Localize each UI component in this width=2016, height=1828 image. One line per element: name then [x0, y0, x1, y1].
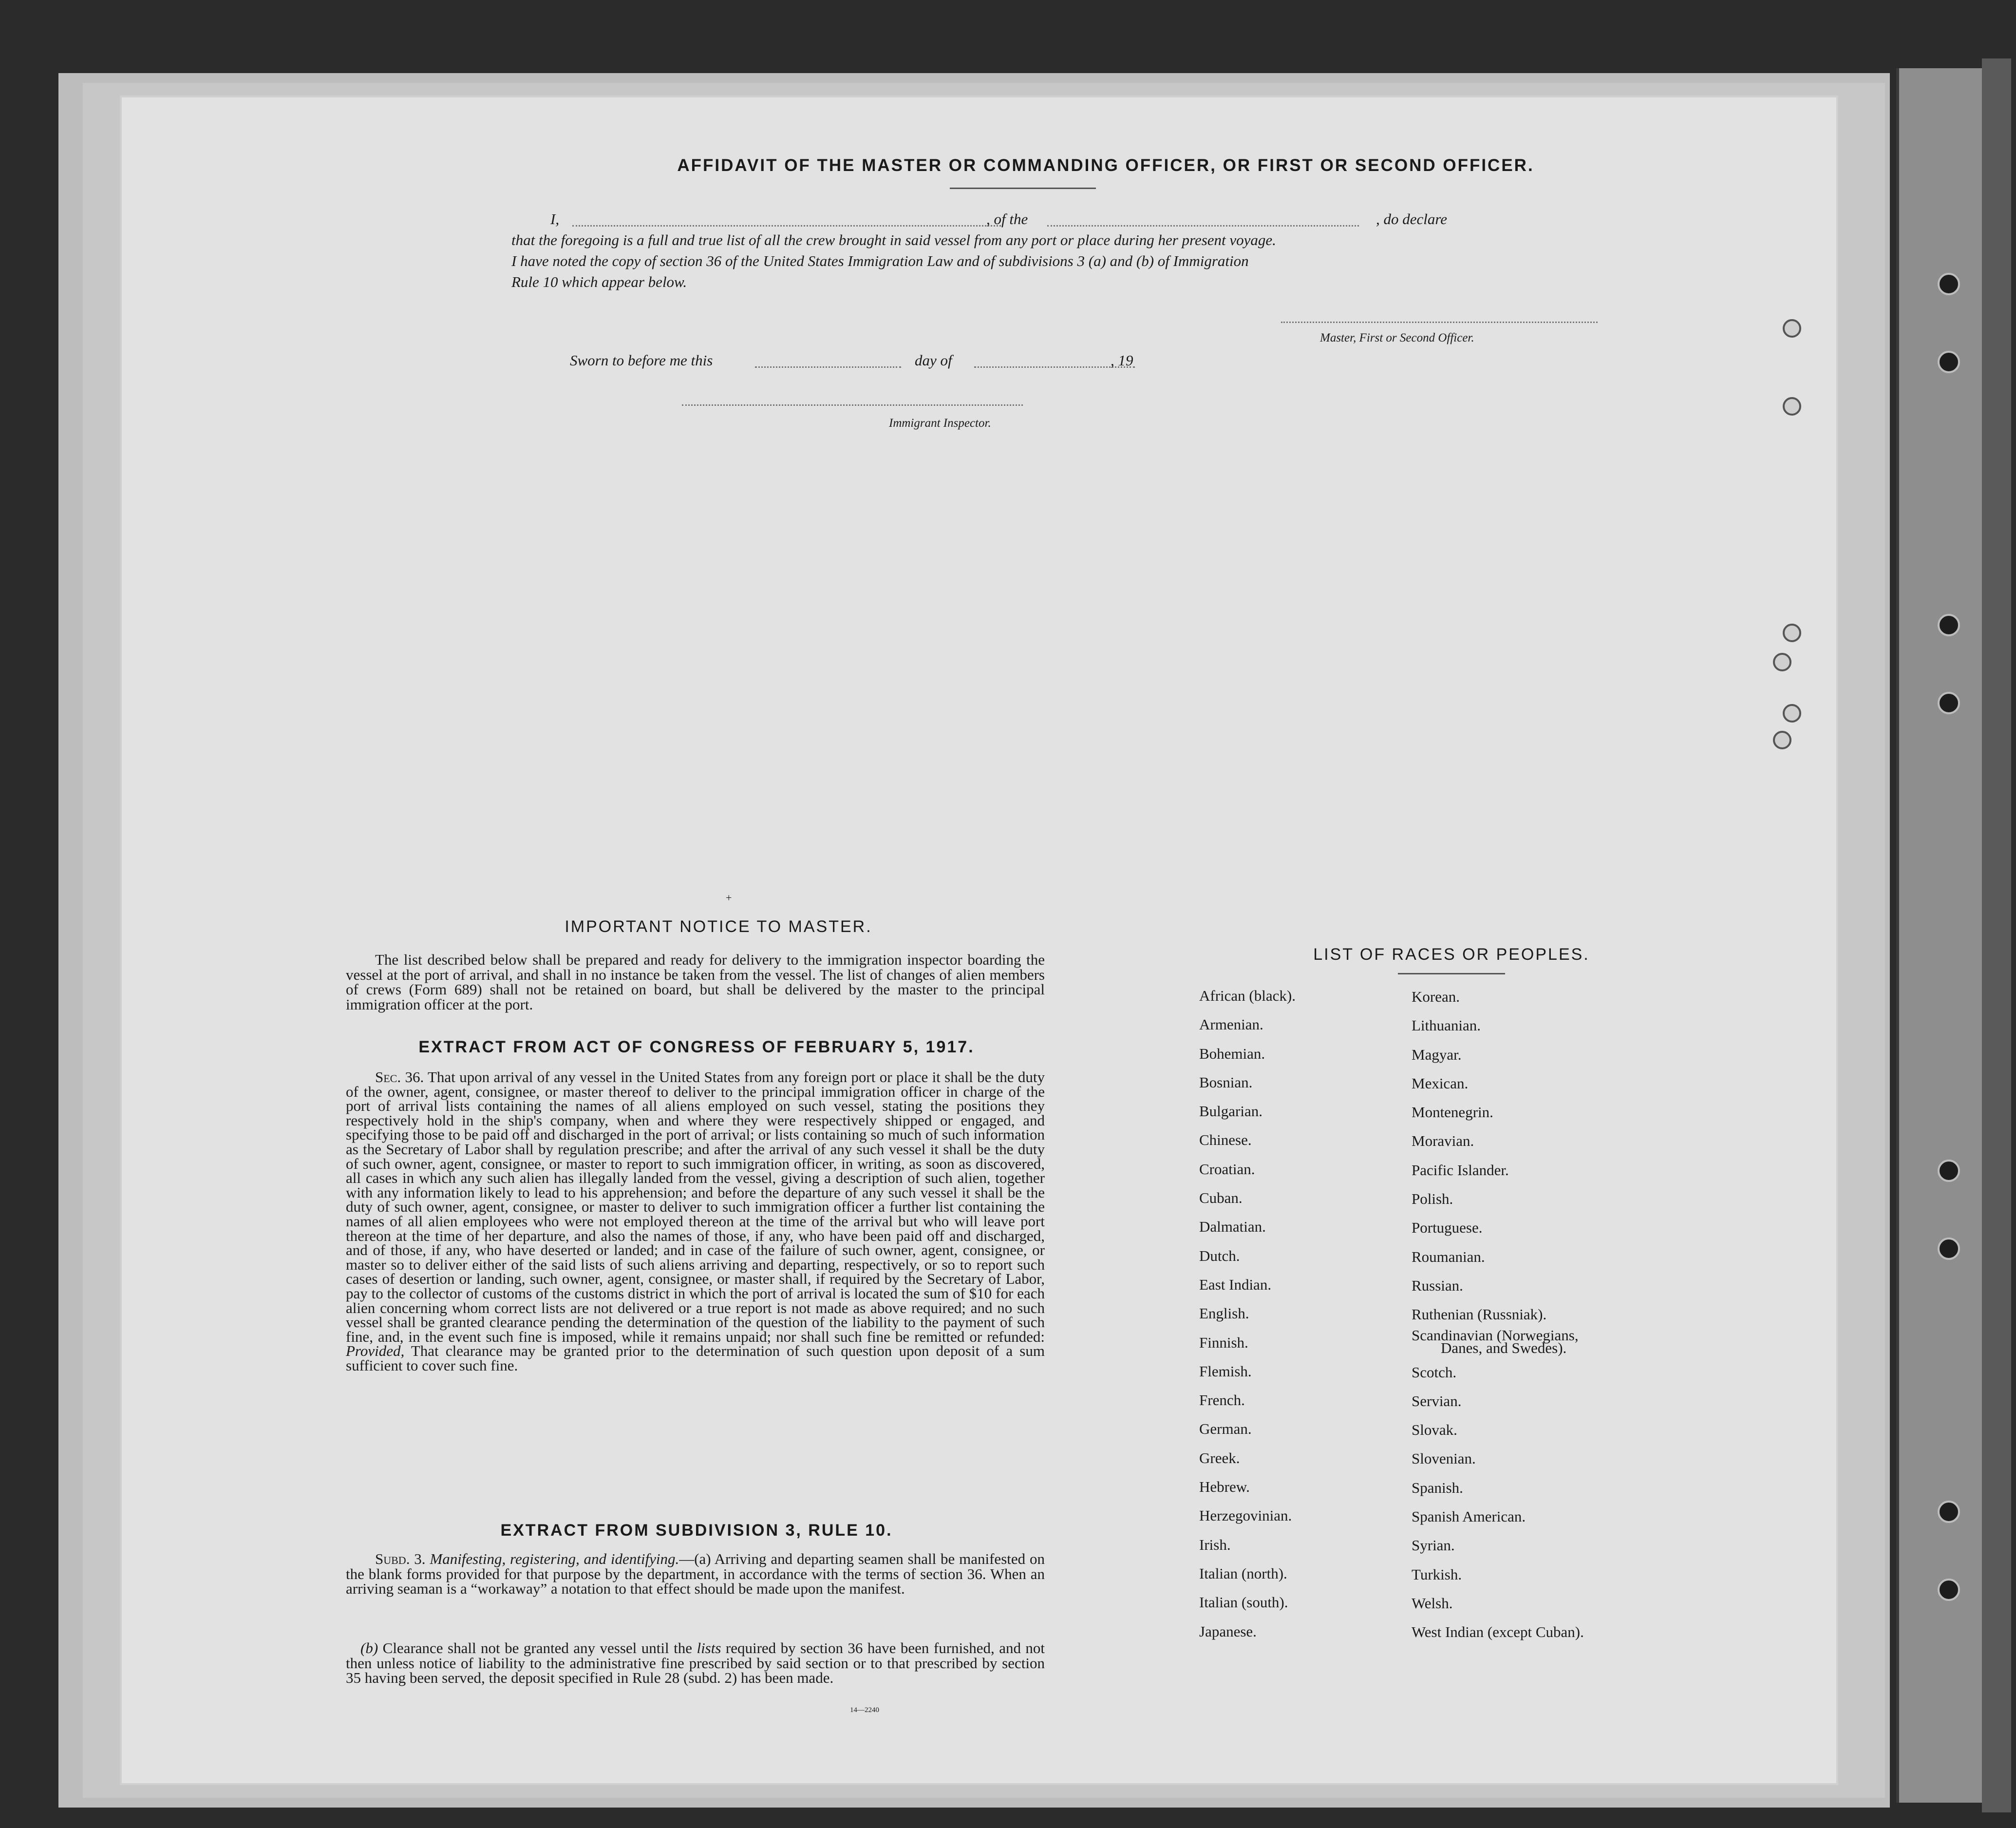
race-item: Lithuanian. [1412, 1017, 1481, 1034]
act-body [346, 1070, 1045, 1372]
punch-hole [1773, 731, 1791, 749]
race-item: Bohemian. [1199, 1045, 1265, 1062]
race-item: Roumanian. [1412, 1248, 1485, 1265]
race-item: Flemish. [1199, 1362, 1252, 1380]
act-section-text: That upon arrival of any vessel in the United States from any foreign port or place it shall be the duty of the owner, agent, consignee, or master thereof to deliver to the principal immigration officer in charge of the port of arrival lists containing the names of all aliens employed on such vessel, stating the positions they respectively hold in the ship's company, when and where they were respectively shipped or engaged, and specifying those to be paid off and discharged in the port of arrival; or lists containing so much of such information as the Secretary of Labor shall by regulation prescribe; and after the arrival of any such vessel it shall be the duty of such owner, agent, consignee, or master to report to such immigration officer, in writing, as soon as discovered, all cases in which any such alien has illegally landed from the vessel, giving a description of such alien, together with any information likely to lead to his apprehension; and before the departure of any such vessel it shall be the duty of such owner, agent, consignee, or master to deliver to such immigration officer a further list containing the names of all alien employees who were not employed thereon at the time of the arrival but who will leave port thereon at the time of her departure, and also the names of those, if any, who have been paid off and discharged, and of those, if any, who have deserted or landed; and in case of the failure of such owner, agent, consignee, or master so to deliver either of the said lists of such aliens arriving and departing, respectively, or so to report such cases of desertion or landing, such owner, agent, consignee, or master shall, if required by the Secretary of Labor, pay to the collector of customs of the customs district in which the port of arrival is located the sum of $10 for each alien concerning whom correct lists are not delivered or a true report is not made as above required; and no such vessel shall be granted clearance pending the determination of the question of the liability to the payment of such fine, and, in the event such fine is imposed, while it remains unpaid; nor shall such fine be remitted or refunded: [346, 1068, 1045, 1345]
race-item: Japanese. [1199, 1622, 1257, 1640]
inspector-caption: Immigrant Inspector. [889, 417, 991, 430]
rule-lists-word: lists [697, 1639, 721, 1657]
races-left-column [1199, 981, 1296, 1646]
rule-b-pre: Clearance shall not be granted any vessel until the [382, 1639, 692, 1657]
race-item: Finnish. [1199, 1333, 1248, 1351]
rule-heading: EXTRACT FROM SUBDIVISION 3, RULE 10. [500, 1521, 893, 1540]
binder-hole [1938, 1501, 1960, 1523]
inspector-signature-line [682, 404, 1023, 406]
rule-para-b [346, 1641, 1045, 1686]
punch-hole [1783, 397, 1801, 416]
race-item: Dalmatian. [1199, 1218, 1266, 1236]
binder-hole [1938, 351, 1960, 373]
race-item: French. [1199, 1391, 1245, 1409]
act-tail: That clearance may be granted prior to the determination of such question upon deposit of a sum sufficient to cover such fine. [346, 1342, 1045, 1374]
race-item: English. [1199, 1305, 1249, 1322]
race-item: East Indian. [1199, 1276, 1272, 1293]
name-blank [572, 225, 1001, 227]
notice-body: The list described below shall be prepared and ready for delivery to the immigration inspector boarding the vessel at the port of arrival, and shall in no instance be taken from the vessel. The list of changes of alien members of crews (Form 689) shall not be retained on board, but shall be delivered by the master to the principal immigration officer at the port. [346, 951, 1045, 1013]
race-item: West Indian (except Cuban). [1412, 1623, 1584, 1641]
races-right-column [1412, 982, 1584, 1647]
race-item: Russian. [1412, 1276, 1463, 1294]
vessel-blank [1047, 225, 1359, 227]
race-item: Portuguese. [1412, 1219, 1483, 1237]
race-item: Syrian. [1412, 1537, 1455, 1554]
race-item: Montenegrin. [1412, 1104, 1493, 1121]
race-item: German. [1199, 1420, 1252, 1438]
race-item: Polish. [1412, 1190, 1453, 1208]
form-number: 14—2240 [850, 1706, 879, 1714]
race-item: Dutch. [1199, 1247, 1240, 1264]
race-item: Mexican. [1412, 1074, 1469, 1092]
race-item: Slovak. [1412, 1421, 1457, 1439]
affidavit-line1-declare: , do declare [1376, 210, 1448, 228]
race-item: Cuban. [1199, 1189, 1243, 1207]
affidavit-line1-i: I, [550, 210, 560, 228]
race-item: Magyar. [1412, 1046, 1462, 1063]
rule-para-a [346, 1552, 1045, 1597]
affidavit-line1-of: , of the [986, 210, 1028, 228]
day-of-text: day of [915, 352, 952, 369]
master-signature-caption: Master, First or Second Officer. [1320, 331, 1474, 344]
race-item: African (black). [1199, 987, 1296, 1004]
binder-edge [1982, 58, 2011, 1812]
act-provided: Provided, [346, 1342, 405, 1360]
race-item: Slovenian. [1412, 1450, 1476, 1467]
rule-subd-label: Subd. 3. [375, 1550, 426, 1567]
affidavit-heading: AFFIDAVIT OF THE MASTER OR COMMANDING OFFICER, OR FIRST OR SECOND OFFICER. [677, 156, 1534, 175]
race-item: Italian (south). [1199, 1594, 1288, 1611]
race-item: Irish. [1199, 1536, 1231, 1553]
race-item: Pacific Islander. [1412, 1161, 1509, 1179]
rule-topic: Manifesting, registering, and identifying. [430, 1550, 679, 1567]
race-item: Servian. [1412, 1392, 1462, 1409]
stray-mark: + [726, 892, 732, 904]
rule-para-a-text: —(a) Arriving and departing seamen shall be manifested on the blank forms provided for that purpose by the department, in accordance with the terms of section 36. When an arriving seaman is a “workaway” a notation to that effect should be made upon the manifest. [346, 1550, 1045, 1597]
binder-hole [1938, 1160, 1960, 1182]
race-item: Hebrew. [1199, 1478, 1250, 1496]
act-section-label: Sec. 36. [375, 1068, 424, 1085]
race-item: Korean. [1412, 988, 1460, 1005]
race-item: Herzegovinian. [1199, 1507, 1292, 1524]
rule-b-post: required by section 36 have been furnished, and not then unless notice of liability to the administrative fine prescribed by said section or to that prescribed by section 35 having been served, the deposit specified in Rule 28 (subd. 2) has been made. [346, 1639, 1045, 1686]
act-heading: EXTRACT FROM ACT OF CONGRESS OF FEBRUARY 5, 1917. [418, 1038, 975, 1056]
sworn-day-blank [755, 366, 901, 368]
race-item: Spanish. [1412, 1479, 1463, 1496]
affidavit-line4: Rule 10 which appear below. [511, 273, 687, 290]
form-page [122, 97, 1836, 1783]
race-item: Croatian. [1199, 1160, 1255, 1178]
race-item: Welsh. [1412, 1594, 1453, 1612]
punch-hole [1783, 704, 1801, 723]
races-heading: LIST OF RACES OR PEOPLES. [1313, 945, 1590, 964]
punch-hole [1783, 624, 1801, 642]
binder-hole [1938, 273, 1960, 295]
race-item: Scotch. [1412, 1363, 1457, 1381]
binder-hole [1938, 1579, 1960, 1601]
binder-hole [1938, 1238, 1960, 1260]
race-item: Danes, and Swedes). [1441, 1339, 1567, 1356]
binder-strip [1896, 68, 1987, 1803]
heading-rule [950, 188, 1096, 189]
race-item: Greek. [1199, 1449, 1240, 1466]
affidavit-line3: I have noted the copy of section 36 of the United States Immigration Law and of subdivisions 3 (a) and (b) of Immigration [511, 252, 1249, 269]
punch-hole [1773, 653, 1791, 671]
races-heading-rule [1398, 973, 1505, 974]
race-item: Turkish. [1412, 1565, 1462, 1583]
rule-b-label: (b) [360, 1639, 378, 1657]
sworn-text: Sworn to before me this [570, 352, 713, 369]
race-item: Armenian. [1199, 1016, 1263, 1033]
race-item: Chinese. [1199, 1131, 1252, 1149]
punch-hole [1783, 319, 1801, 338]
race-item: Scandinavian (Norwegians, [1412, 1326, 1579, 1344]
notice-heading: IMPORTANT NOTICE TO MASTER. [565, 917, 872, 936]
race-item: Bulgarian. [1199, 1103, 1262, 1120]
race-item: Spanish American. [1412, 1508, 1526, 1525]
race-item: Ruthenian (Russniak). [1412, 1306, 1547, 1323]
master-signature-line [1281, 322, 1598, 323]
affidavit-line2: that the foregoing is a full and true list of all the crew brought in said vessel from any port or place during her present voyage. [511, 231, 1276, 248]
race-item: Italian (north). [1199, 1564, 1287, 1582]
binder-hole [1938, 614, 1960, 636]
race-item: Moravian. [1412, 1132, 1474, 1150]
binder-hole [1938, 692, 1960, 714]
year-text: , 19 [1111, 352, 1133, 369]
race-item: Bosnian. [1199, 1073, 1253, 1091]
